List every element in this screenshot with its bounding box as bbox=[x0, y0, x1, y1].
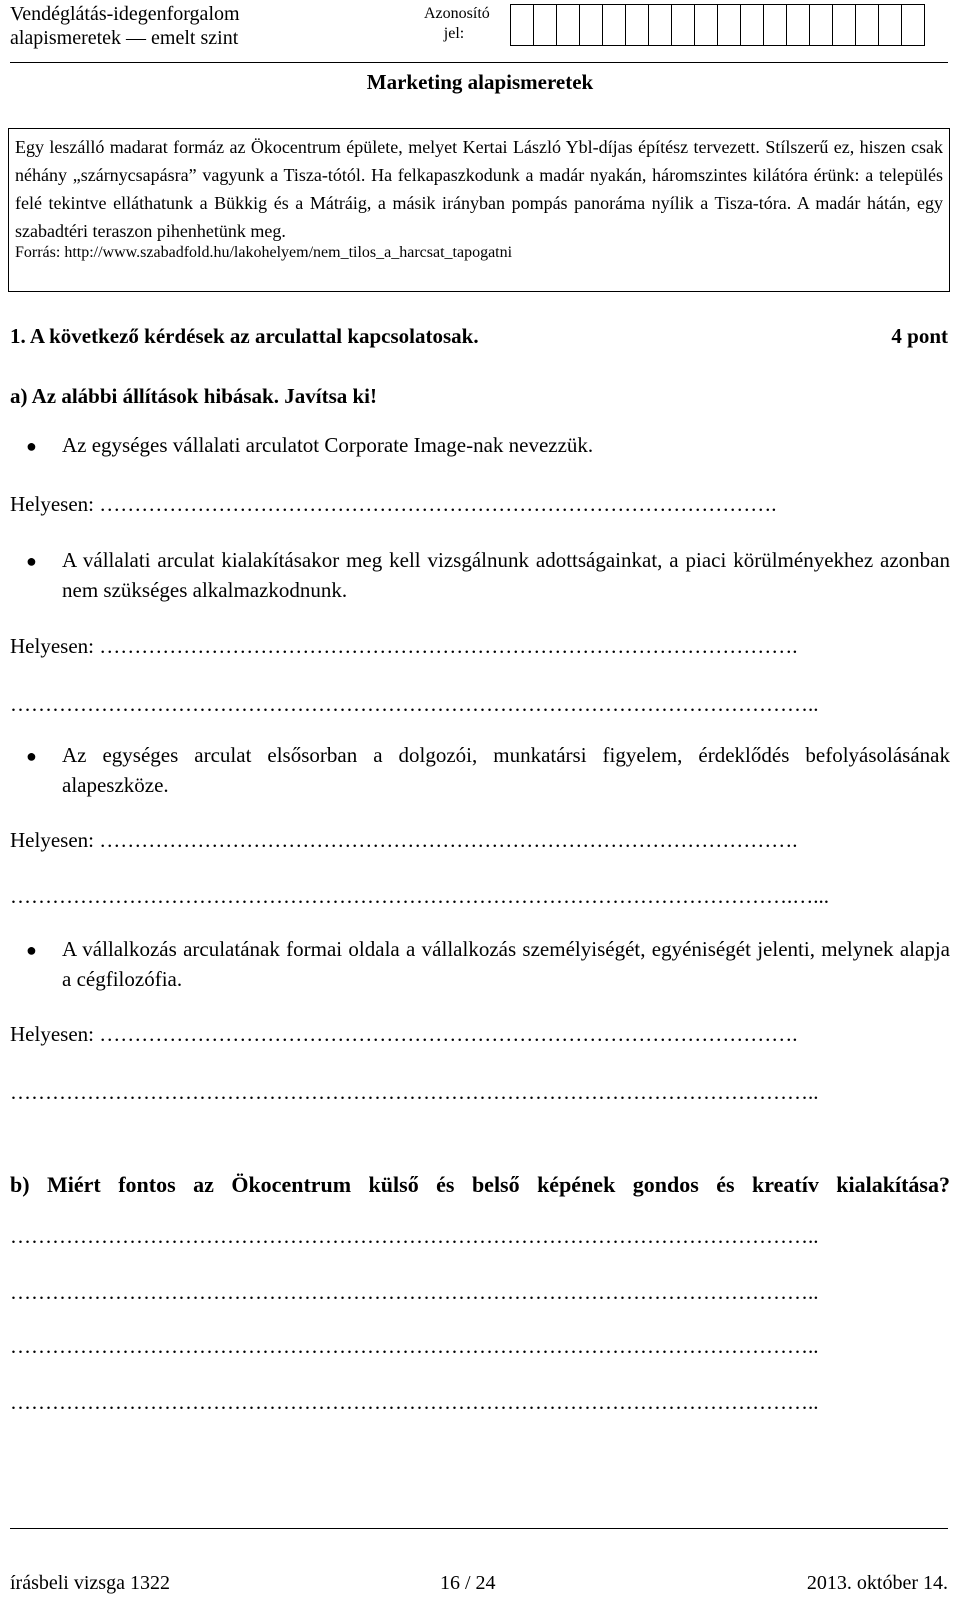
answer-line[interactable]: …………………………………………………………………………………………………….. bbox=[10, 1390, 819, 1414]
id-box[interactable] bbox=[694, 4, 718, 46]
part-b-title: b) Miért fontos az Ökocentrum külső és belső képének gondos és kreatív kialakítása? bbox=[10, 1172, 950, 1197]
source-text-box bbox=[8, 128, 950, 292]
bullet-icon: ● bbox=[26, 551, 37, 571]
answer-line[interactable] bbox=[10, 634, 797, 659]
answer-dots: ………………………………………………………………………………………. bbox=[99, 1022, 798, 1046]
answer-dots: ………………………………………………………………………………………. bbox=[99, 828, 798, 852]
bullet-icon: ● bbox=[26, 940, 37, 960]
id-label-line-1: Azonosító bbox=[424, 5, 490, 22]
answer-line[interactable]: …………………………………………………………………………………………………….. bbox=[10, 1334, 819, 1358]
id-box[interactable] bbox=[855, 4, 879, 46]
source-reference: Forrás: http://www.szabadfold.hu/lakohelyem/nem_tilos_a_harcsat_tapogatni bbox=[15, 244, 513, 261]
statement: A vállalati arculat kialakításakor meg kell vizsgálnunk adottságainkat, a piaci körülményekhez azonban nem szükséges alkalmazkodnunk. bbox=[62, 548, 950, 602]
id-box[interactable] bbox=[878, 4, 902, 46]
id-box[interactable] bbox=[740, 4, 764, 46]
subject-header bbox=[10, 2, 240, 50]
id-box[interactable] bbox=[763, 4, 787, 46]
part-a-title: a) Az alábbi állítások hibásak. Javítsa ki! bbox=[10, 384, 377, 408]
question-title: 1. A következő kérdések az arculattal kapcsolatosak. bbox=[10, 324, 479, 348]
source-paragraph: Egy leszálló madarat formáz az Ökocentrum épülete, melyet Kertai László Ybl-díjas építész tervezett. Stílszerű ez, hiszen csak néhány „szárnycsapásra” vagyunk a Tisza-tótól. Ha felkapaszkodunk a madár nyakán, háromszintes kilátóra érünk: a település felé tekintve elláthatunk a Bükkig és a Mátráig, a másik irányban pompás panoráma nyílik a Tisza-tóra. A madár hátán, egy szabadtéri teraszon pihenhetünk meg. bbox=[15, 137, 943, 241]
answer-label: Helyesen: bbox=[10, 492, 94, 516]
answer-line[interactable]: …………………………………………………………………………………………………….. bbox=[10, 1280, 819, 1304]
statement: Az egységes vállalati arculatot Corporate Image-nak nevezzük. bbox=[62, 433, 594, 457]
answer-line[interactable] bbox=[10, 1022, 797, 1047]
footer-exam-code: írásbeli vizsga 1322 bbox=[10, 1572, 170, 1594]
id-label-line-2: jel: bbox=[443, 25, 465, 42]
footer-page-number: 16 / 24 bbox=[440, 1572, 496, 1594]
id-box[interactable] bbox=[556, 4, 580, 46]
id-box[interactable] bbox=[602, 4, 626, 46]
answer-line[interactable]: …………………………………………………………………………………………………….. bbox=[10, 1224, 819, 1248]
answer-label: Helyesen: bbox=[10, 634, 94, 658]
id-label bbox=[424, 4, 490, 44]
footer-divider bbox=[10, 1528, 948, 1529]
bullet-icon: ● bbox=[26, 436, 37, 456]
answer-continuation-line[interactable]: ………………………………………………………………………………………………….…... bbox=[10, 884, 829, 908]
statement: A vállalkozás arculatának formai oldala a vállalkozás személyiségét, egyéniségét jelenti, melynek alapja a cégfilozófia. bbox=[62, 937, 950, 991]
id-box[interactable] bbox=[786, 4, 810, 46]
id-box[interactable] bbox=[625, 4, 649, 46]
header-divider bbox=[10, 62, 948, 63]
answer-continuation-line[interactable]: …………………………………………………………………………………………………….. bbox=[10, 1080, 819, 1104]
statement: Az egységes arculat elsősorban a dolgozói, munkatársi figyelem, érdeklődés befolyásolásának alapeszköze. bbox=[62, 743, 950, 797]
id-box[interactable] bbox=[901, 4, 925, 46]
id-box[interactable] bbox=[533, 4, 557, 46]
id-box[interactable] bbox=[648, 4, 672, 46]
answer-label: Helyesen: bbox=[10, 1022, 94, 1046]
answer-dots: ………………………………………………………………………………………. bbox=[99, 634, 798, 658]
answer-label: Helyesen: bbox=[10, 828, 94, 852]
id-box[interactable] bbox=[579, 4, 603, 46]
subject-line-2: alapismeretek — emelt szint bbox=[10, 27, 239, 49]
id-box[interactable] bbox=[832, 4, 856, 46]
id-boxes bbox=[510, 4, 924, 46]
answer-line[interactable] bbox=[10, 828, 797, 853]
id-box[interactable] bbox=[671, 4, 695, 46]
answer-continuation-line[interactable]: …………………………………………………………………………………………………….. bbox=[10, 692, 819, 716]
question-points: 4 pont bbox=[891, 324, 948, 348]
id-box[interactable] bbox=[510, 4, 534, 46]
section-title: Marketing alapismeretek bbox=[366, 70, 594, 94]
bullet-icon: ● bbox=[26, 746, 37, 766]
id-box[interactable] bbox=[809, 4, 833, 46]
answer-line[interactable] bbox=[10, 492, 776, 517]
footer-date: 2013. október 14. bbox=[806, 1572, 948, 1594]
subject-line-1: Vendéglátás-idegenforgalom bbox=[10, 3, 240, 25]
id-box[interactable] bbox=[717, 4, 741, 46]
answer-dots: ……………………………………………………………………………………. bbox=[99, 492, 777, 516]
